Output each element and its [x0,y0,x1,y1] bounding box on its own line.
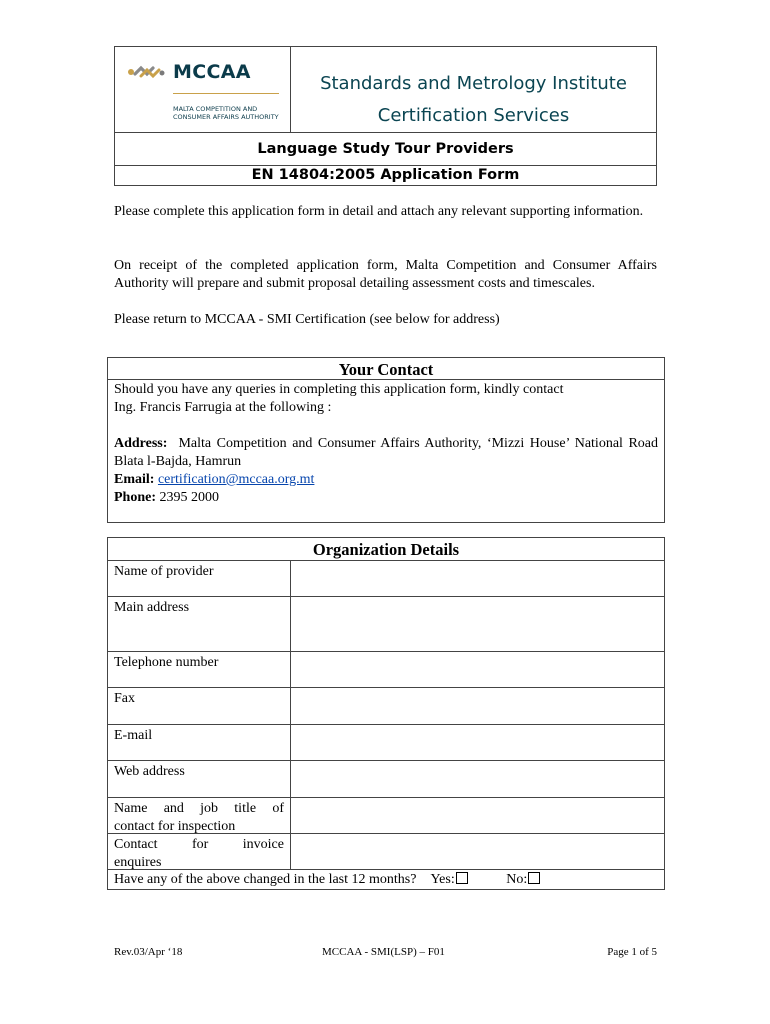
logo-divider [173,93,279,94]
logo-sub-line2: CONSUMER AFFAIRS AUTHORITY [173,113,279,121]
field-label: Web address [108,761,291,797]
label-line: Contact for invoice [114,837,284,852]
table-row [108,834,664,870]
table-row [108,652,664,688]
contact-email [114,471,658,489]
field-label: Fax [108,688,291,724]
mccaa-logo-icon [127,64,167,80]
table-row [108,597,664,652]
mccaa-logo [115,47,291,132]
field-label: E-mail [108,725,291,760]
field-label: Name of provider [108,561,291,596]
field-label: Telephone number [108,652,291,687]
contact-line2: Ing. Francis Farrugia at the following : [114,400,332,415]
field-label [108,798,291,833]
field-label [108,834,291,869]
logo-subtitle [173,105,279,121]
logo-sub-line1: MALTA COMPETITION AND [173,105,258,113]
yes-checkbox[interactable] [456,872,468,884]
your-contact-body [108,380,664,507]
label-line: enquires [114,855,162,870]
footer-page: Page 1 of 5 [607,946,657,958]
telephone-number-field[interactable] [291,652,664,687]
web-address-field[interactable] [291,761,664,797]
email-link[interactable]: certification@mccaa.org.mt [157,472,315,487]
header-form-name: EN 14804:2005 Application Form [251,167,520,183]
footer-revision: Rev.03/Apr ‘18 [114,946,183,958]
document-header [114,46,657,186]
field-label: Main address [108,597,291,651]
organization-details-table [107,537,665,890]
email-field[interactable] [291,725,664,760]
table-row [108,561,664,597]
contact-line1: Should you have any queries in completing this application form, kindly contact [114,382,564,397]
no-checkbox[interactable] [528,872,540,884]
invoice-contact-field[interactable] [291,834,664,869]
header-title-cell [291,47,656,132]
email-label: Email: [114,472,155,487]
no-label: No: [506,872,528,887]
table-row [108,761,664,798]
inspection-contact-field[interactable] [291,798,664,833]
footer-doc-code: MCCAA - SMI(LSP) – F01 [322,946,445,958]
address-value: Malta Competition and Consumer Affairs Authority, ‘Mizzi House’ National Road Blata l-Bajda, Hamrun [114,436,659,469]
header-title-line1: Standards and Metrology Institute [320,73,627,94]
logo-name: MCCAA [173,61,251,83]
intro-paragraph-3: Please return to MCCAA - SMI Certification (see below for address) [114,312,500,327]
table-row [108,725,664,761]
phone-value: 2395 2000 [159,490,219,505]
header-top-row [115,47,656,133]
your-contact-box [107,357,665,523]
yes-label: Yes: [430,872,455,887]
fax-field[interactable] [291,688,664,724]
table-row [108,688,664,725]
organization-details-title: Organization Details [108,538,664,561]
header-title-line2: Certification Services [377,105,570,126]
header-subtitle: Language Study Tour Providers [115,133,656,166]
changed-question-row [108,870,546,889]
contact-address [114,435,658,471]
address-label: Address: [114,436,168,451]
main-address-field[interactable] [291,597,664,651]
your-contact-title: Your Contact [108,358,664,380]
table-row [108,798,664,834]
name-of-provider-field[interactable] [291,561,664,596]
label-line: contact for inspection [114,819,236,834]
changed-question: Have any of the above changed in the last 12 months? [114,872,417,887]
label-line: Name and job title of [114,801,284,816]
contact-phone [114,489,658,507]
intro-paragraph-2: On receipt of the completed application form, Malta Competition and Consumer Affairs Authority will prepare and submit proposal detailing assessment costs and timescales. [114,258,657,291]
phone-label: Phone: [114,490,156,505]
table-row [108,870,664,889]
intro-paragraph-1: Please complete this application form in detail and attach any relevant supporting information. [114,204,644,219]
